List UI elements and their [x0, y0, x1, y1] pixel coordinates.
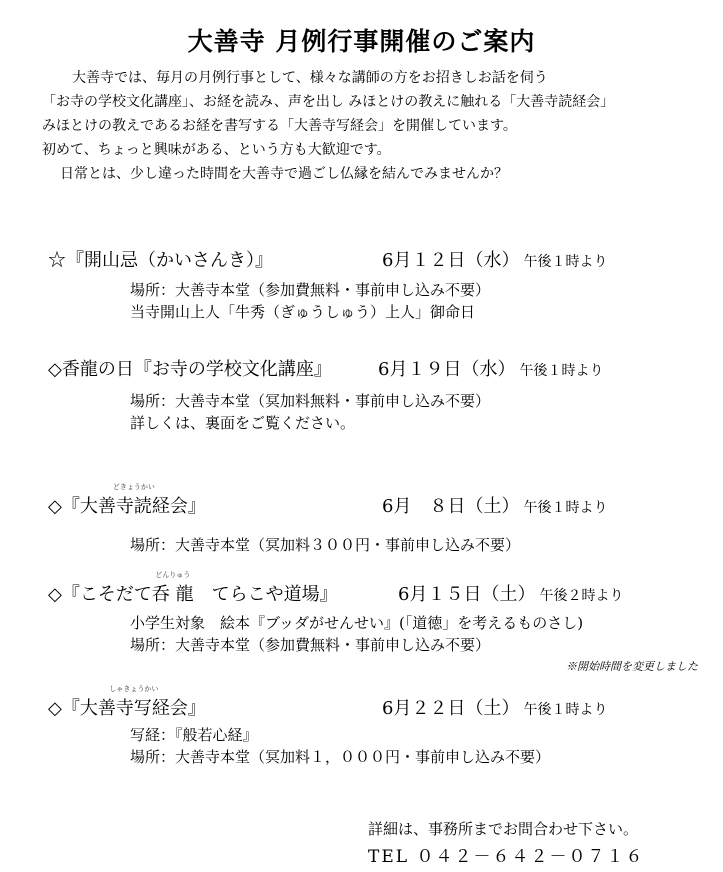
event-detail-line: 場所：大善寺本堂（冥加料３００円・事前申し込み不要）: [130, 536, 521, 554]
event-title-text: 大善寺写経会: [79, 698, 188, 719]
event-culture-lecture: [48, 355, 708, 434]
event-time: 午後１時より: [523, 500, 608, 516]
event-date: [382, 246, 607, 272]
event-date: [382, 694, 607, 720]
event-detail-line: 場所：大善寺本堂（冥加料１，０００円・事前申し込み不要）: [130, 748, 551, 766]
event-date-value: 6月１９日（水）: [378, 359, 516, 380]
contact-footer: [368, 815, 644, 871]
page-title: 大善寺 月例行事開催のご案内: [187, 27, 536, 56]
furigana: しゃきょうかい: [109, 685, 159, 693]
intro-line: 「お寺の学校文化講座」、お経を読み、声を出し みほとけの教えに触れる「大善寺読経会」: [42, 94, 615, 110]
event-title-prefix: ◇『こそだて: [48, 584, 152, 605]
event-terakoya: [48, 571, 708, 673]
intro-text: [42, 66, 614, 186]
event-title-main: [79, 483, 188, 518]
event-title-text: 大善寺読経会: [79, 496, 188, 517]
event-detail-line: 詳しくは、裏面をご覧ください。: [130, 414, 356, 432]
event-detail-line: 場所：大善寺本堂（参加費無料・事前申し込み不要）: [130, 636, 491, 654]
event-date-value: 6月２２日（土）: [382, 698, 520, 719]
event-date-value: 6月１５日（土）: [398, 584, 536, 605]
event-details: [130, 724, 708, 768]
event-title-prefix: ◇『: [48, 698, 80, 719]
event-title: ◇香龍の日『お寺の学校文化講座』: [48, 359, 332, 380]
event-title: ☆『開山忌（かいさんき）』: [48, 250, 273, 271]
event-time: 午後１時より: [519, 363, 604, 379]
intro-line: みほとけの教えであるお経を書写する「大善寺写経会」を開催しています。: [42, 118, 517, 134]
event-details: [130, 390, 708, 434]
furigana: どきょうかい: [112, 483, 155, 491]
event-detail-line: 場所：大善寺本堂（参加費無料・事前申し込み不要）: [130, 281, 491, 299]
event-date-value: 6月１２日（水）: [382, 250, 520, 271]
intro-line: 大善寺では、毎月の月例行事として、様々な講師の方をお招きしお話を伺う: [72, 70, 548, 86]
event-details: [130, 612, 708, 656]
event-shakyokai: [48, 685, 708, 768]
event-date: [398, 580, 623, 606]
event-title-suffix: てらこや道場』: [193, 584, 338, 605]
event-title: [48, 685, 206, 720]
event-title-suffix: 』: [187, 496, 206, 517]
furigana: どんりゅう: [155, 571, 191, 579]
event-title: [48, 483, 206, 518]
event-date: [378, 355, 603, 381]
intro-line: 初めて、ちょっと興味がある、という方も大歓迎です。: [42, 142, 391, 158]
event-title: [48, 571, 338, 606]
event-details: [130, 534, 708, 556]
event-date-value: 6月 ８日（土）: [382, 496, 520, 517]
event-kaisanki: [48, 246, 708, 323]
event-detail-line: 小学生対象 絵本『ブッダがせんせい』(「道徳」を考えるものさし): [130, 614, 584, 632]
event-title-text: 呑 龍: [151, 584, 194, 605]
event-time: 午後２時より: [539, 588, 624, 604]
intro-line: 日常とは、少し違った時間を大善寺で過ごし仏縁を結んでみませんか？: [60, 166, 508, 182]
event-time: 午後１時より: [523, 254, 608, 270]
event-detail-line: 場所：大善寺本堂（冥加料無料・事前申し込み不要）: [130, 392, 491, 410]
event-title-prefix: ◇『: [48, 496, 80, 517]
event-title-suffix: 』: [187, 698, 206, 719]
event-title-main: [79, 685, 188, 720]
inquiry-text: 詳細は、事務所までお問合わせ下さい。: [368, 820, 639, 838]
event-title-main: [151, 571, 194, 606]
event-details: [130, 279, 708, 323]
event-detail-line: 写経：『般若心経』: [130, 726, 258, 744]
event-date: [382, 492, 607, 518]
event-detail-line: 当寺開山上人「牛秀（ぎゅうしゅう）上人」御命日: [130, 303, 476, 321]
event-time: 午後１時より: [523, 702, 608, 718]
event-dokyokai: [48, 483, 708, 556]
event-note: ※開始時間を変更しました: [566, 660, 698, 673]
phone-number: TEL ０４２－６４２－０７１６: [368, 847, 645, 867]
